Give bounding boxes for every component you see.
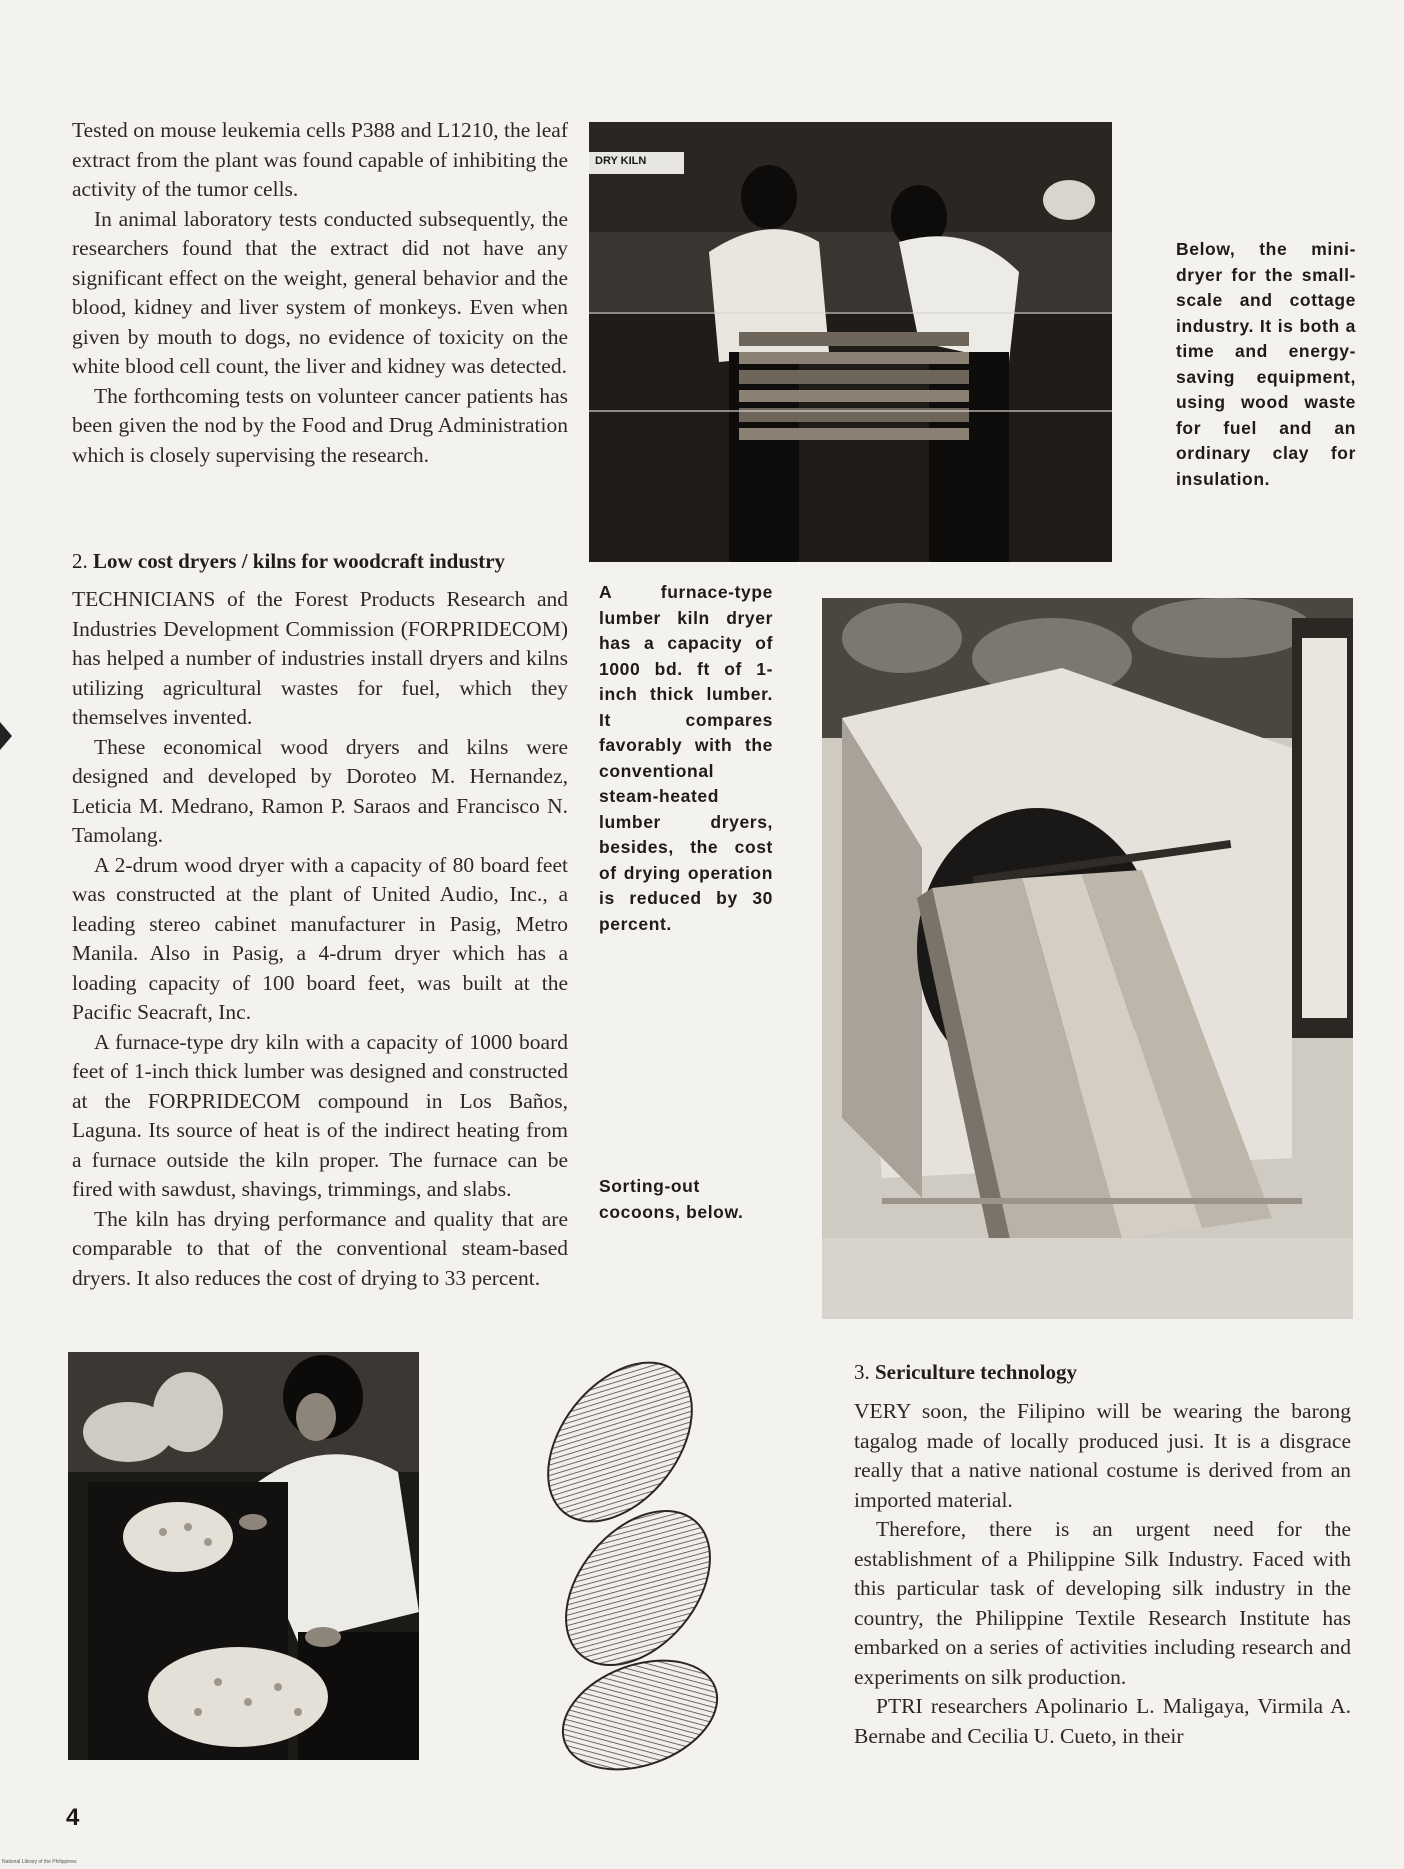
archive-footer: National Library of the Philippines bbox=[2, 1859, 77, 1865]
sorting-cocoons-photo bbox=[68, 1352, 419, 1760]
dry-kiln-sign: DRY KILN bbox=[595, 155, 647, 167]
section-title: Low cost dryers / kilns for woodcraft industry bbox=[93, 549, 506, 573]
section-number: 2. bbox=[72, 549, 88, 573]
paragraph: These economical wood dryers and kilns were designed and developed by Doroteo M. Hernandez, Leticia M. Medrano, Ramon P. Saraos and Francisco N. Tamolang. bbox=[72, 734, 568, 847]
paragraph: The kiln has drying performance and quality that are comparable to that of the conventional steam-based dryers. It also reduces the cost of drying to 33 percent. bbox=[72, 1206, 568, 1290]
paragraph: PTRI researchers Apolinario L. Maligaya, Virmila A. Bernabe and Cecilia U. Cueto, in their bbox=[854, 1694, 1351, 1748]
section-title: Sericulture technology bbox=[875, 1360, 1078, 1384]
section-heading bbox=[854, 1358, 1354, 1386]
paragraph: The forthcoming tests on volunteer cancer patients has been given the nod by the Food and Drug Administration which is closely supervising the research. bbox=[72, 383, 568, 467]
cocoon-3 bbox=[548, 1641, 733, 1780]
paragraph: Therefore, there is an urgent need for the establishment of a Philippine Silk Industry. Faced with this particular task of developing silk industry in the country, the Philippine Textile Research Institute has embarked on a series of activities including research and experiments on silk production. bbox=[854, 1517, 1351, 1689]
sorting-caption: Sorting-out cocoons, below. bbox=[599, 1176, 744, 1222]
paragraph: In animal laboratory tests conducted subsequently, the researchers found that the extract did not have any significant effect on the weight, general behavior and the blood, kidney and liver system of monkeys. Even when given by mouth to dogs, no evidence of toxicity on the white blood cell count, the liver and kidney was detected. bbox=[72, 206, 568, 378]
section-heading bbox=[72, 547, 572, 575]
paragraph: VERY soon, the Filipino will be wearing the barong tagalog made of locally produced jusi. It is a disgrace really that a native national costume is derived from an imported material. bbox=[854, 1399, 1351, 1512]
paragraph: TECHNICIANS of the Forest Products Research and Industries Development Commission (FORPRIDECOM) has helped a number of industries install dryers and kilns utilizing agricultural wastes for fuel, which they themselves invented. bbox=[72, 587, 568, 729]
section3-text-block bbox=[854, 1397, 1351, 1751]
mini-dryer-photo bbox=[822, 598, 1353, 1319]
section-number: 3. bbox=[854, 1360, 870, 1384]
furnace-kiln-caption: A furnace-type lumber kiln dryer has a capacity of 1000 bd. ft of 1-inch thick lumber. It compares favorably with the conventional steam-heated lumber dryers, besides, the cost of drying operation is reduced by 30 percent. bbox=[599, 582, 773, 934]
cocoons-illustration bbox=[520, 1360, 760, 1780]
section2-text-block bbox=[72, 585, 568, 1293]
mini-dryer-caption: Below, the mini-dryer for the small-scale and cottage industry. It is both a time and energy-saving equipment, using wood waste for fuel and an ordinary clay for insulation. bbox=[1176, 239, 1356, 489]
intro-text-block bbox=[72, 116, 568, 470]
paragraph: A furnace-type dry kiln with a capacity of 1000 board feet of 1-inch thick lumber was designed and constructed at the FORPRIDECOM compound in Los Baños, Laguna. Its source of heat is of the indirect heating from a furnace outside the kiln proper. The furnace can be fired with sawdust, shavings, trimmings, and slabs. bbox=[72, 1029, 568, 1201]
dry-kiln-photo bbox=[589, 122, 1112, 562]
margin-arrow-icon bbox=[0, 722, 12, 750]
paragraph: Tested on mouse leukemia cells P388 and L1210, the leaf extract from the plant was found capable of inhibiting the activity of the tumor cells. bbox=[72, 118, 568, 201]
paragraph: A 2-drum wood dryer with a capacity of 80 board feet was constructed at the plant of United Audio, Inc., a leading stereo cabinet manufacturer in Pasig, Metro Manila. Also in Pasig, a 4-drum dryer which has a loading capacity of 100 board feet, was built at the Pacific Seacraft, Inc. bbox=[72, 852, 568, 1024]
page-number: 4 bbox=[66, 1804, 80, 1831]
